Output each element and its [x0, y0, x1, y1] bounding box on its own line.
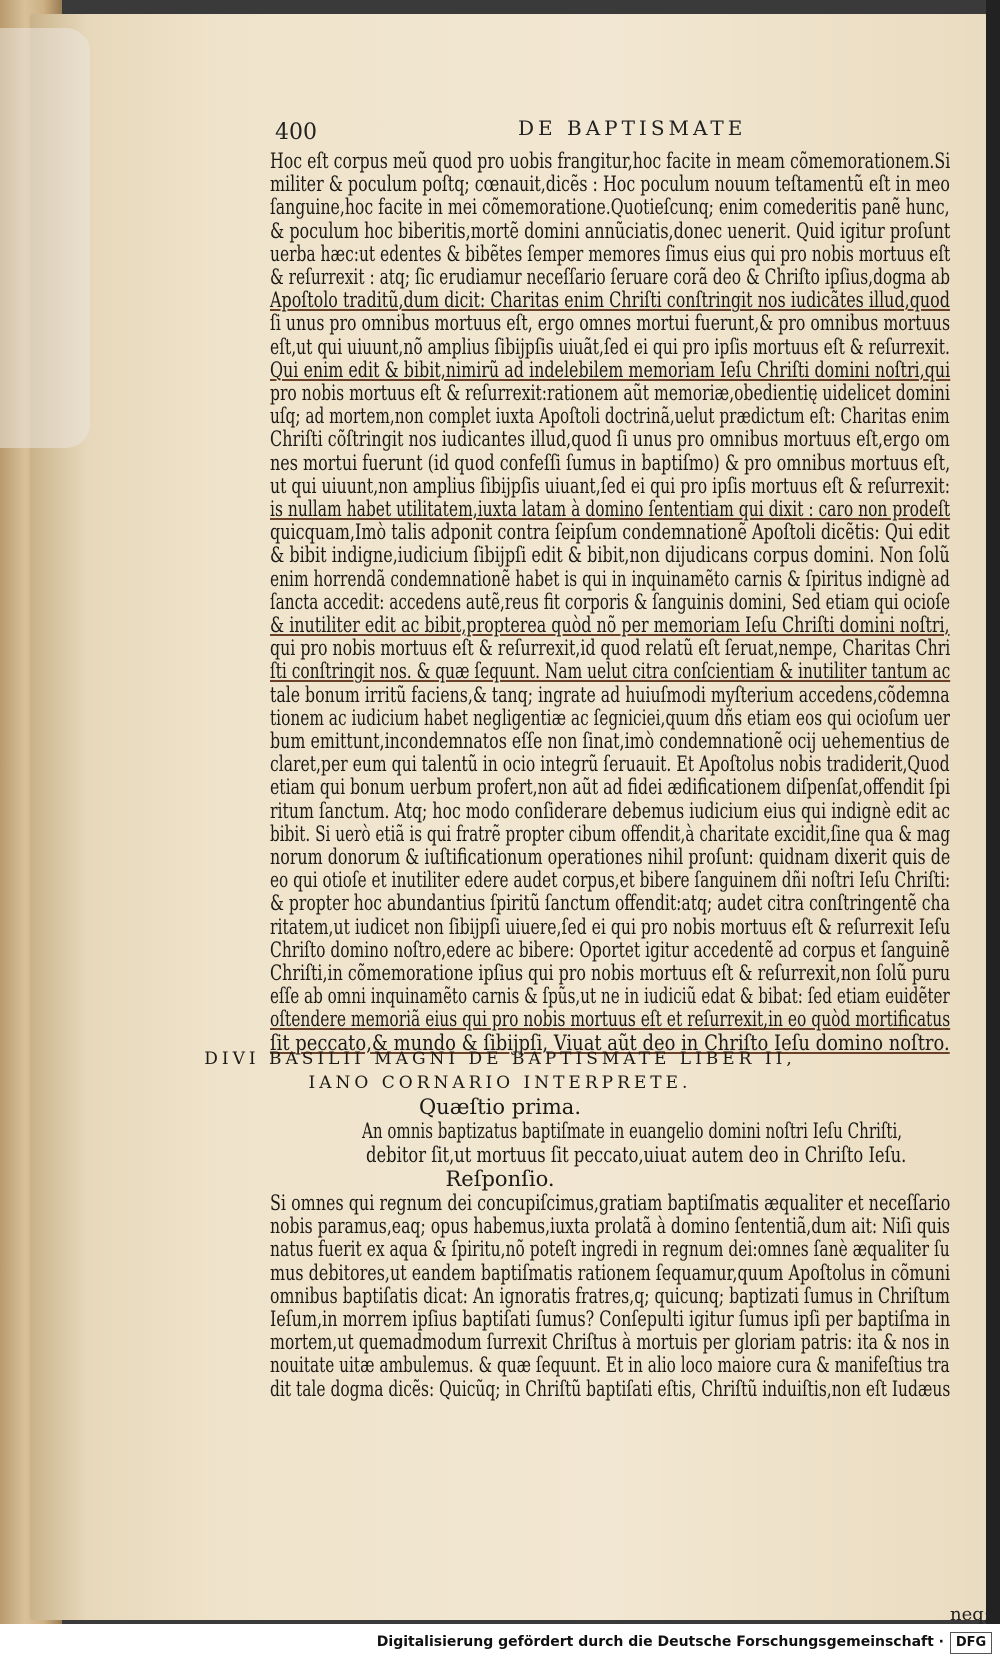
- text-line: tionem ac iudicium habet negligentiæ ac ſegniciei,quum dñs etiam eos qui ocioſum uer: [270, 705, 950, 730]
- text-line: militer & poculum poſtq; cœnauit,dicẽs : Hoc poculum nouum teſtamentũ eſt in meo: [270, 172, 950, 197]
- footer-credit: Digitalisierung gefördert durch die Deutsche Forschungsgemeinschaft ·: [376, 1634, 944, 1650]
- text-line: bum emittunt,incondemnatos eſſe non ſinat,imò condemnationẽ ocij uehementius de: [270, 729, 950, 753]
- text-line: & reſurrexit : atq; ſic erudiamur neceſſario ſeruare corã deo & Chriſto ipſius,dogma ab: [270, 265, 950, 289]
- text-line: bibit. Si uerò etiã is qui fratrẽ propter cibum offendit,à charitate excidit,ſine qua & mag: [270, 821, 951, 846]
- text-line: enim horrendã condemnationẽ habet is qui in inquinamẽto carnis & ſpiritus indignè ad: [270, 566, 950, 591]
- text-line: Qui enim edit & bibit,nimirũ ad indelebilem memoriam Ieſu Chriſti domini noſtri,qui: [270, 357, 951, 382]
- dfg-logo: DFG: [950, 1632, 992, 1654]
- text-line: ſti conſtringit nos. & quæ ſequunt. Nam uelut citra conſcientiam & inutiliter tantum ac: [270, 659, 951, 684]
- text-line: dit tale dogma dicẽs: Quicũq; in Chriſtũ baptiſati eſtis, Chriſtũ induiſtis,non eſt Iudæus: [270, 1376, 951, 1401]
- text-line: Ieſum,in morrem ipſius baptiſati ſumus? Conſepulti igitur ſumus ipſi per baptiſma in: [270, 1307, 951, 1331]
- response-label: Reſponſio.: [445, 1167, 555, 1191]
- text-line: & propter hoc abundantius ſpiritũ ſanctum offendit:atq; audet citra conſtringentẽ cha: [270, 891, 950, 916]
- text-line: ſi unus pro omnibus mortuus eſt, ergo omnes mortui fuerunt,& pro omnibus mortuus: [270, 311, 951, 336]
- text-line: & poculum hoc biberitis,mortẽ domini annũciatis,donec uenerit. Quid igitur proſunt: [270, 218, 951, 243]
- text-line: ſit peccato,& mundo & ſibijpſi, Viuat aũt deo in Chriſto Ieſu domino noſtro.: [270, 1030, 950, 1055]
- text-line: tale bonum irritũ faciens,& tanq; ingrate ad huiuſmodi myſterium accedens,cõdemna: [270, 682, 950, 707]
- text-line: nouitate uitæ ambulemus. & quæ ſequunt. Et in alio loco maiore cura & manifeſtius tra: [270, 1353, 950, 1378]
- text-line: & inutiliter edit ac bibit,propterea quòd nõ per memoriam Ieſu Chriſti domini noſtri,: [270, 613, 950, 637]
- right-binding-shadow: [986, 0, 1000, 1624]
- text-line: norum donorum & iuſtificationum operationes nihil proſunt: quidnam dixerit quis de: [270, 845, 951, 869]
- text-line: ſancta accedit: accedens autẽ,reus fit corporis & ſanguinis domini, Sed etiam qui ocioſe: [270, 589, 951, 614]
- text-line: quicquam,Imò talis adponit contra ſeipſum condemnationẽ Apoſtoli dicẽtis: Qui edit: [270, 520, 950, 545]
- text-line: nobis paramus,eaq; opus habemus,iuxta prolatã à domino ſententiã,dum ait: Niſi quis: [270, 1214, 950, 1239]
- question-line-2: debitor ſit,ut mortuus ſit peccato,uiuat autem deo in Chriſto Ieſu.: [366, 1143, 907, 1167]
- text-line: Hoc eſt corpus meũ quod pro uobis frangitur,hoc facite in meam cõmemorationem.Si: [270, 149, 951, 173]
- text-line: ritatem,ut iudicet non ſibijpſi uiuere,ſed ei qui pro nobis mortuus eſt & reſurrexit Ieſu: [270, 914, 951, 939]
- text-line: eſſe ab omni inquinamẽto carnis & ſpũs,ut ne in iudiciũ edat & bibat: ſed etiam euidẽter: [270, 984, 950, 1009]
- text-line: eo qui otioſe et inutiliter edere audet corpus,et bibere ſanguinem dñi noſtri Ieſu Chriſti:: [270, 868, 951, 893]
- text-line: is nullam habet utilitatem,iuxta latam à domino ſententiam qui dixit : caro non prodeſt: [270, 497, 951, 521]
- text-line: Apoſtolo traditũ,dum dicit: Charitas enim Chriſti conſtringit nos iudicãtes illud,quod: [270, 288, 950, 313]
- text-line: mus debitores,ut eandem baptiſmatis rationem ſequamur,quum Apoſtolus in cõmuni: [270, 1260, 951, 1285]
- text-line: ritum ſanctum. Atq; hoc modo conſiderare debemus iudicium eius qui indignè edit ac: [270, 798, 951, 823]
- text-line: ut qui uiuunt,non amplius ſibijpſis uiuant,ſed ei qui pro ipſis mortuus eſt & reſurrexit:: [270, 473, 951, 498]
- page-number: 400: [275, 120, 317, 145]
- text-line: Chriſti cõſtringit nos iudicantes illud,quod ſi unus pro omnibus mortuus eſt,ergo om: [270, 427, 950, 452]
- page-tab-overlay: [0, 28, 90, 448]
- question-line-1: An omnis baptizatus baptiſmate in euangelio domini noſtri Ieſu Chriſti,: [362, 1119, 903, 1143]
- text-line: ſanguine,hoc facite in mei cõmemoratione.Quotieſcunq; enim comederitis panẽ hunc,: [270, 195, 950, 220]
- question-label: Quæſtio prima.: [418, 1095, 582, 1119]
- text-line: omnibus baptiſatis dicat: An ignoratis fratres,q; quicunq; baptizati ſumus in Chriſtum: [270, 1283, 950, 1308]
- text-line: Chriſti,in cõmemoratione ipſius qui pro nobis mortuus eſt & reſurrexit,non ſolũ puru: [270, 961, 951, 985]
- text-line: uſq; ad mortem,non complet iuxta Apoſtoli doctrinã,uelut prædictum eſt: Charitas enim: [270, 404, 950, 429]
- text-line: etiam qui bonum uerbum profert,non aũt ad fidei ædificationem diſpenſat,offendit ſpi: [270, 775, 951, 800]
- footer-bar: [0, 1628, 1000, 1657]
- text-line: & bibit indigne,iudicium ſibijpſi edit & bibit,non dijudicans corpus domini. Non ſolũ: [270, 543, 950, 568]
- text-line: qui pro nobis mortuus eſt & reſurrexit,id quod relatũ eſt ſeruat,nempe, Charitas Chri: [270, 636, 951, 661]
- text-line: mortem,ut quemadmodum ſurrexit Chriſtus à mortuis per gloriam patris: ita & nos in: [270, 1330, 950, 1355]
- text-line: uerba hæc:ut edentes & bibẽtes ſemper memores ſimus eius qui pro nobis mortuus eſt: [270, 241, 951, 266]
- text-line: eſt,ut qui uiuunt,nõ amplius ſibijpſis uiuãt,ſed ei qui pro ipſis mortuus eſt & reſurrexit.: [270, 334, 950, 359]
- text-line: Chriſto domino noſtro,edere ac bibere: Oportet igitur accedentẽ ad corpus et ſanguinẽ: [270, 937, 950, 962]
- handwritten-margin-note: [38, 409, 42, 423]
- text-line: oſtendere memoriã eius qui pro nobis mortuus eſt et reſurrexit,in eo quòd mortificatus: [270, 1007, 951, 1032]
- book-interpreter: IANO CORNARIO INTERPRETE.: [308, 1073, 692, 1093]
- catchword: neq;: [950, 1604, 990, 1625]
- running-head: DE BAPTISMATE: [518, 116, 747, 140]
- text-line: pro nobis mortuus eſt & reſurrexit:rationem aũt memoriæ,obedientię uidelicet domini: [270, 381, 950, 405]
- book-title: DIVI BASILII MAGNI DE BAPTISMATE LIBER II,: [204, 1049, 796, 1069]
- text-line: natus fuerit ex aqua & ſpiritu,nõ poteſt ingredi in regnum dei:omnes ſanè æqualiter ſu: [270, 1237, 950, 1262]
- text-line: nes mortui fuerunt (id quod confeſſi ſumus in baptiſmo) & pro omnibus mortuus eſt,: [270, 450, 951, 475]
- text-line: claret,per eum qui talentũ in ocio integrũ ſeruauit. Et Apoſtolus nobis tradiderit,Quod: [270, 752, 950, 777]
- text-line: Si omnes qui regnum dei concupiſcimus,gratiam baptiſmatis æqualiter et neceſſario: [270, 1191, 951, 1215]
